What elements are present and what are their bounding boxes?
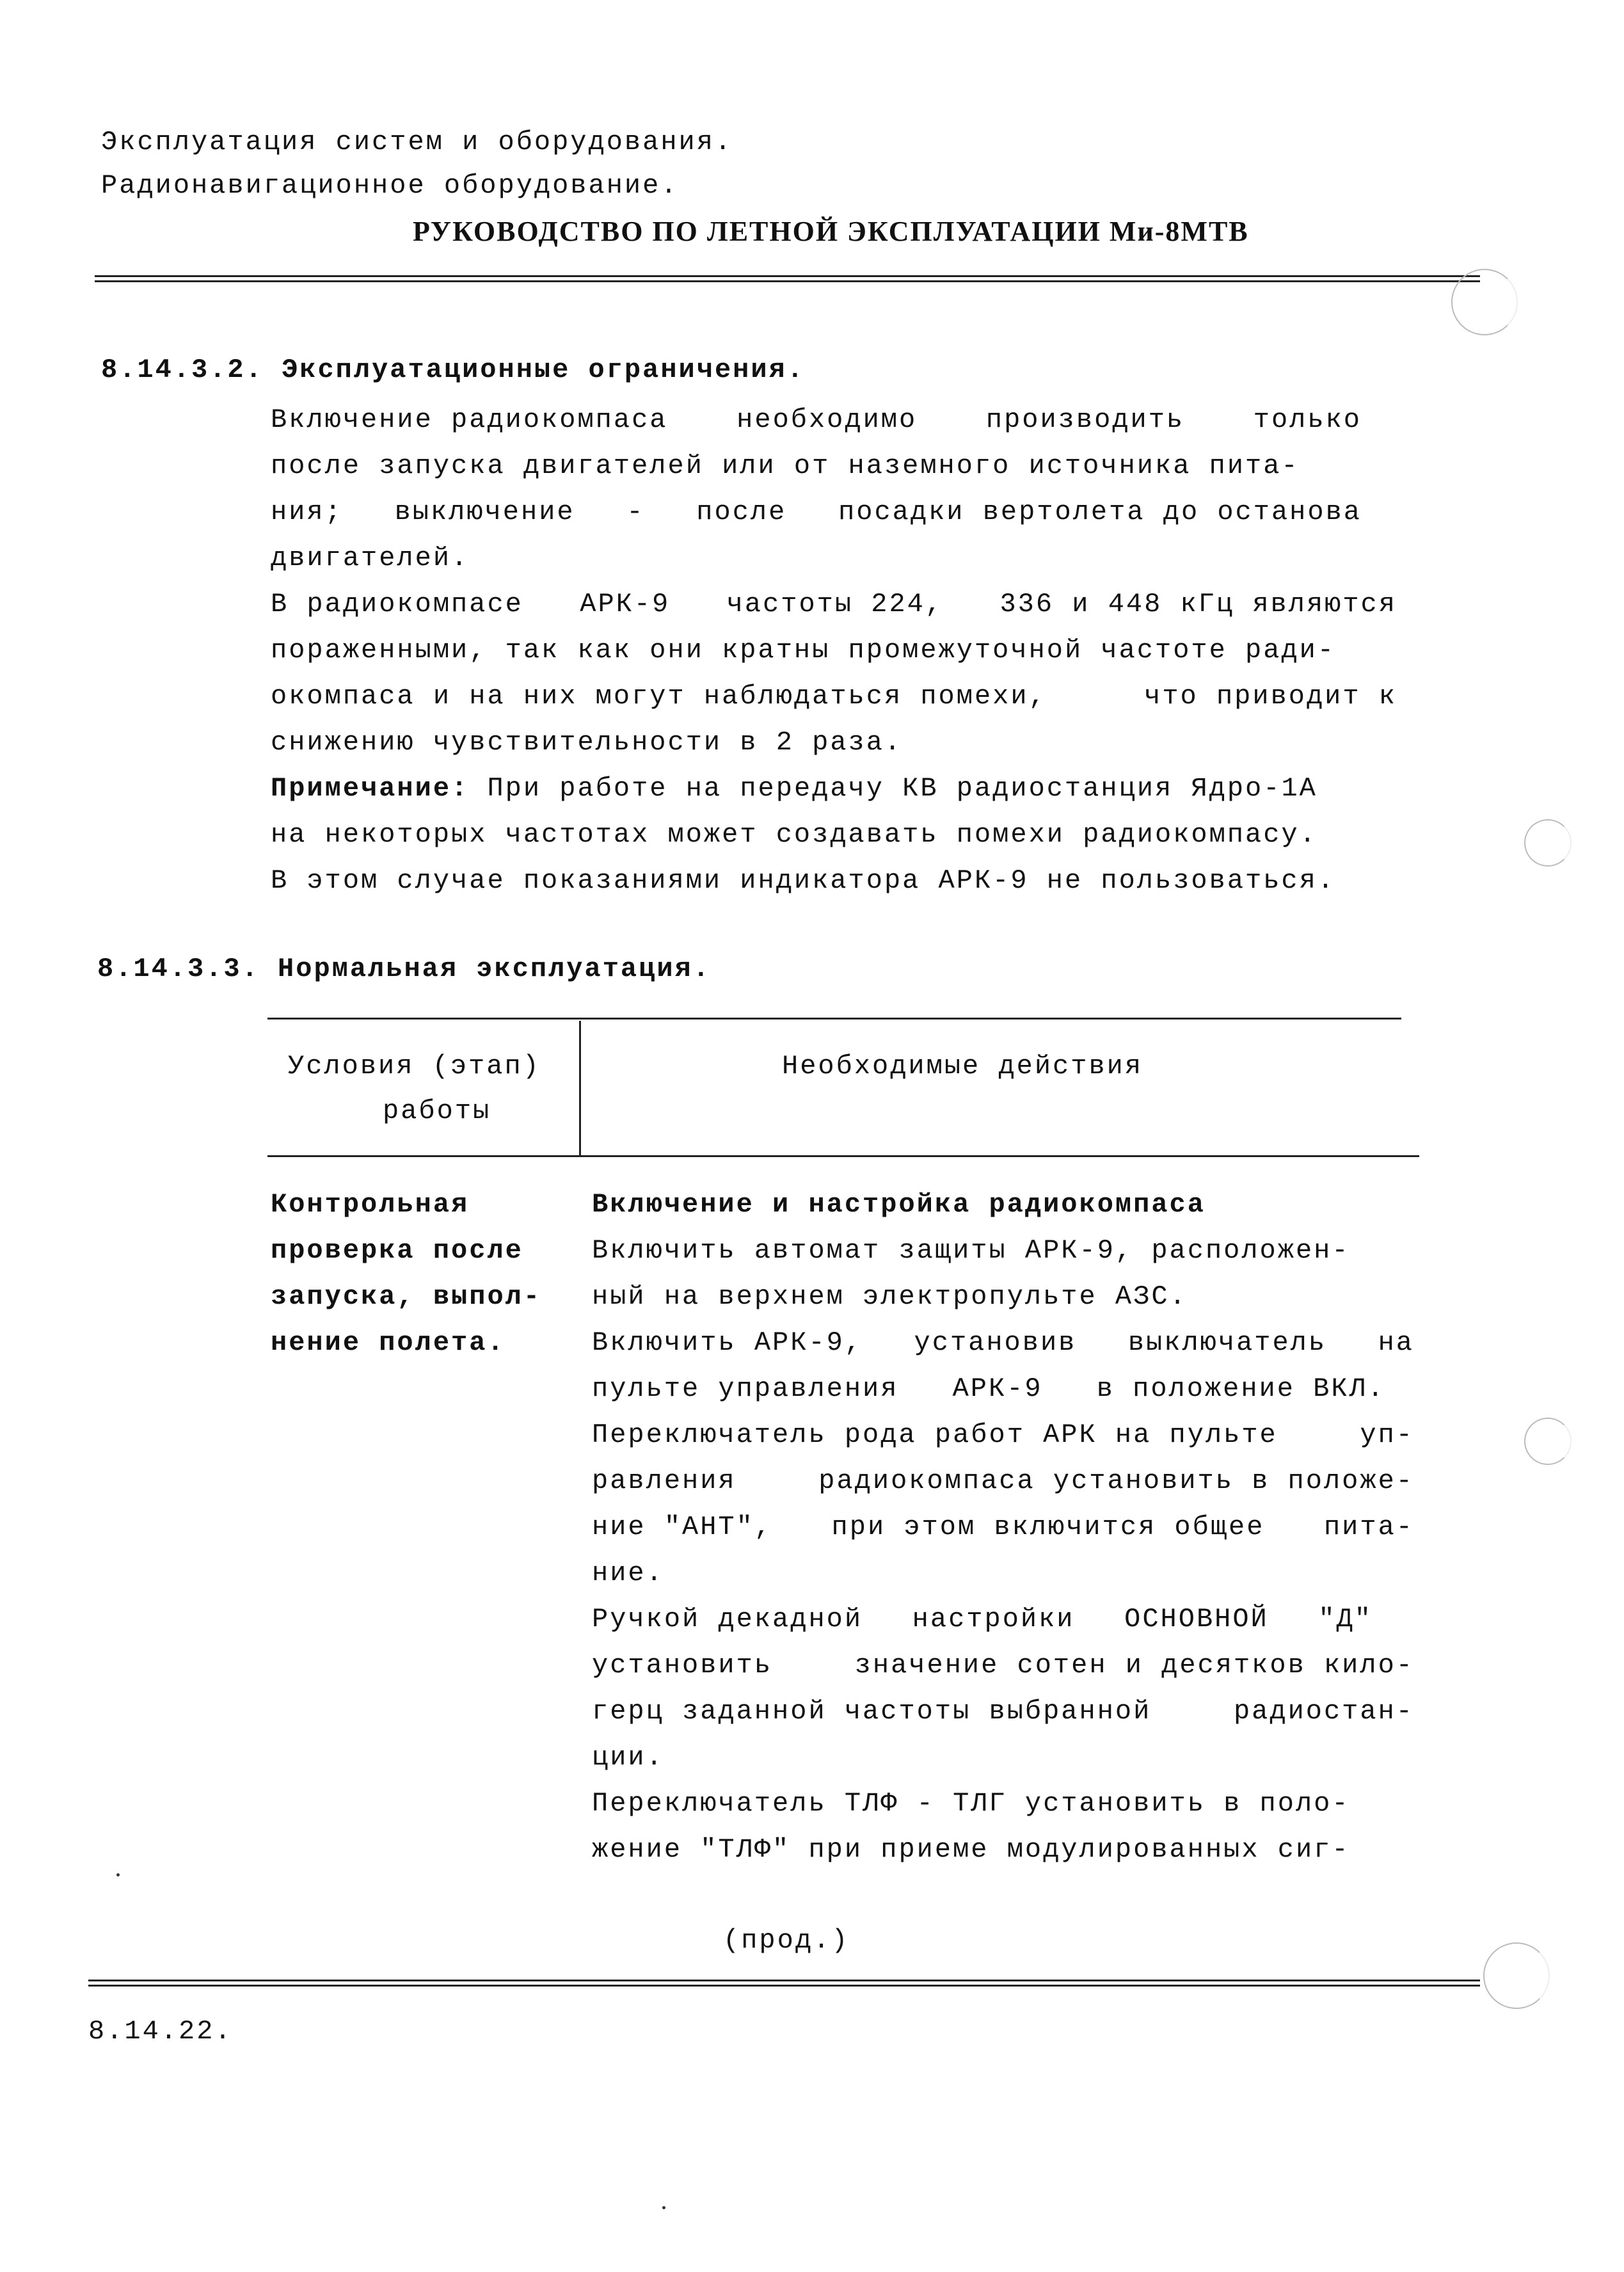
binder-hole <box>1524 1418 1572 1465</box>
page-number: 8.14.22. <box>88 2016 233 2047</box>
table-header-separator <box>579 1021 581 1155</box>
text-line: Контрольная <box>271 1189 470 1220</box>
text-line: Переключатель ТЛФ - ТЛГ установить в поло- <box>592 1788 1350 1819</box>
text-line: Переключатель рода работ АРК на пульте уп- <box>592 1420 1414 1450</box>
text-line: равления радиокомпаса установить в положе- <box>592 1466 1414 1496</box>
binder-hole <box>1483 1942 1550 2009</box>
text-line: на некоторых частотах может создавать помехи радиокомпасу. <box>271 819 1318 850</box>
text-line: В радиокомпасе АРК-9 частоты 224, 336 и 448 кГц являются <box>271 589 1397 620</box>
text-line: жение "ТЛФ" при приеме модулированных сиг- <box>592 1834 1350 1865</box>
continued-marker: (прод.) <box>723 1925 850 1956</box>
table-header-bottom-rule <box>267 1155 1419 1157</box>
text-line: запуска, выпол- <box>271 1281 542 1312</box>
text-line: установить значение сотен и десятков кило- <box>592 1650 1414 1681</box>
scan-speck <box>662 2206 665 2209</box>
text-line: проверка после <box>271 1235 523 1266</box>
limitations-note <box>271 765 1335 904</box>
header-divider <box>95 275 1480 282</box>
text-line: снижению чувствительности в 2 раза. <box>271 727 903 758</box>
action-title: Включение и настройка радиокомпаса <box>592 1189 1206 1220</box>
text-line: ние "АНТ", при этом включится общее пита- <box>592 1512 1414 1542</box>
note-label: Примечание: <box>271 773 470 804</box>
text-line: нение полета. <box>271 1327 506 1358</box>
binder-hole <box>1451 269 1518 335</box>
header-line-radionav: Радионавигационное оборудование. <box>101 170 679 201</box>
table-header-actions: Необходимые действия <box>782 1051 1143 1082</box>
text-line: пораженными, так как они кратны промежуточной частоте ради- <box>271 635 1336 666</box>
text-line: Включение радиокомпаса необходимо производить только <box>271 404 1362 435</box>
text-line: герц заданной частоты выбранной радиостан- <box>592 1696 1414 1727</box>
text-line: пульте управления АРК-9 в положение ВКЛ. <box>592 1373 1385 1404</box>
section-heading-normal-operation: 8.14.3.3. Нормальная эксплуатация. <box>97 954 711 984</box>
row-action-cell <box>592 1181 1414 1873</box>
text-line: Примечание: При работе на передачу КВ радиостанция Ядро-1А <box>271 773 1318 804</box>
header-line-systems: Эксплуатация систем и оборудования. <box>101 127 733 157</box>
table-top-rule <box>267 1018 1401 1020</box>
text-line: В этом случае показаниями индикатора АРК-9 не пользоваться. <box>271 865 1336 896</box>
table-header-conditions: Условия (этап) <box>288 1051 541 1082</box>
text-line: после запуска двигателей или от наземного источника пита- <box>271 451 1300 481</box>
text-line: окомпаса и на них могут наблюдаться помехи, что приводит к <box>271 681 1397 712</box>
scan-speck <box>116 1873 120 1876</box>
limitations-paragraph-2 <box>271 581 1397 765</box>
row-condition-cell <box>271 1181 541 1366</box>
text-line: Включить автомат защиты АРК-9, расположен- <box>592 1235 1350 1266</box>
text-line: ции. <box>592 1742 664 1773</box>
footer-divider <box>88 1980 1480 1987</box>
section-heading-limitations: 8.14.3.2. Эксплуатационные ограничения. <box>101 355 805 385</box>
text-line: ния; выключение - после посадки вертолета до останова <box>271 497 1362 527</box>
manual-title: РУКОВОДСТВО ПО ЛЕТНОЙ ЭКСПЛУАТАЦИИ Ми-8МТВ <box>413 216 1249 247</box>
binder-hole <box>1524 819 1572 867</box>
text-line: Включить АРК-9, установив выключатель на <box>592 1327 1414 1358</box>
limitations-paragraph-1 <box>271 397 1362 581</box>
text-line: ный на верхнем электропульте АЗС. <box>592 1281 1188 1312</box>
text-line: двигателей. <box>271 543 470 573</box>
table-header-conditions-line2: работы <box>383 1096 491 1126</box>
text-line: Ручкой декадной настройки ОСНОВНОЙ "Д" <box>592 1604 1373 1635</box>
text-line: ние. <box>592 1558 664 1588</box>
